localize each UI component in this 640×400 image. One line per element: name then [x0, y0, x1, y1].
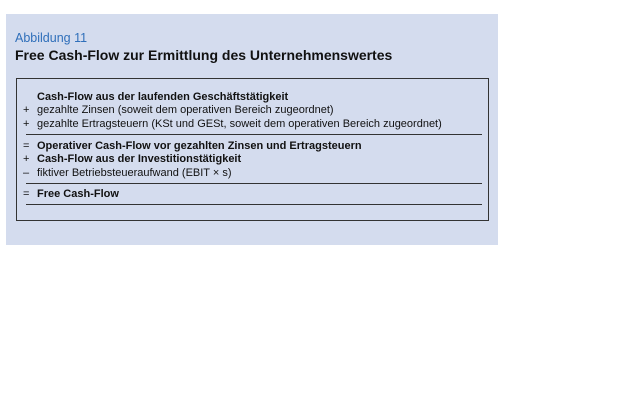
calculation-box	[16, 78, 489, 221]
calc-row-interest-paid	[23, 103, 334, 117]
calc-operator: =	[23, 140, 30, 152]
calc-row-text: Cash-Flow aus der laufenden Geschäftstätigkeit	[37, 91, 289, 103]
calc-row-fictitious-tax-expense	[23, 166, 232, 180]
figure-title: Free Cash-Flow zur Ermittlung des Unternehmenswertes	[15, 47, 393, 63]
calc-row-investing-cash-flow	[23, 152, 241, 166]
figure-panel	[6, 14, 498, 245]
divider-rule	[26, 204, 482, 205]
calc-row-operating-cash-flow-before-interest-taxes	[23, 139, 362, 153]
calc-row-income-taxes-paid	[23, 117, 442, 131]
calc-row-text: fiktiver Betriebsteueraufwand (EBIT × s)	[37, 167, 232, 179]
calc-row-operating-cash-flow	[23, 90, 288, 104]
calc-operator: +	[23, 104, 30, 116]
calc-row-text: Cash-Flow aus der Investitionstätigkeit	[37, 153, 242, 165]
calc-row-text: Operativer Cash-Flow vor gezahlten Zinsen und Ertragsteuern	[37, 140, 362, 152]
calc-row-free-cash-flow	[23, 187, 119, 201]
calc-operator: +	[23, 118, 30, 130]
divider-rule	[26, 134, 482, 135]
calc-operator: =	[23, 188, 30, 200]
figure-label: Abbildung 11	[15, 31, 88, 45]
divider-rule	[26, 183, 482, 184]
calc-operator: –	[23, 167, 30, 179]
calc-row-text: gezahlte Zinsen (soweit dem operativen Bereich zugeordnet)	[37, 104, 334, 116]
calc-operator: +	[23, 153, 30, 165]
calc-row-text: gezahlte Ertragsteuern (KSt und GESt, soweit dem operativen Bereich zugeordnet)	[37, 118, 442, 130]
calc-row-text: Free Cash-Flow	[37, 188, 119, 200]
